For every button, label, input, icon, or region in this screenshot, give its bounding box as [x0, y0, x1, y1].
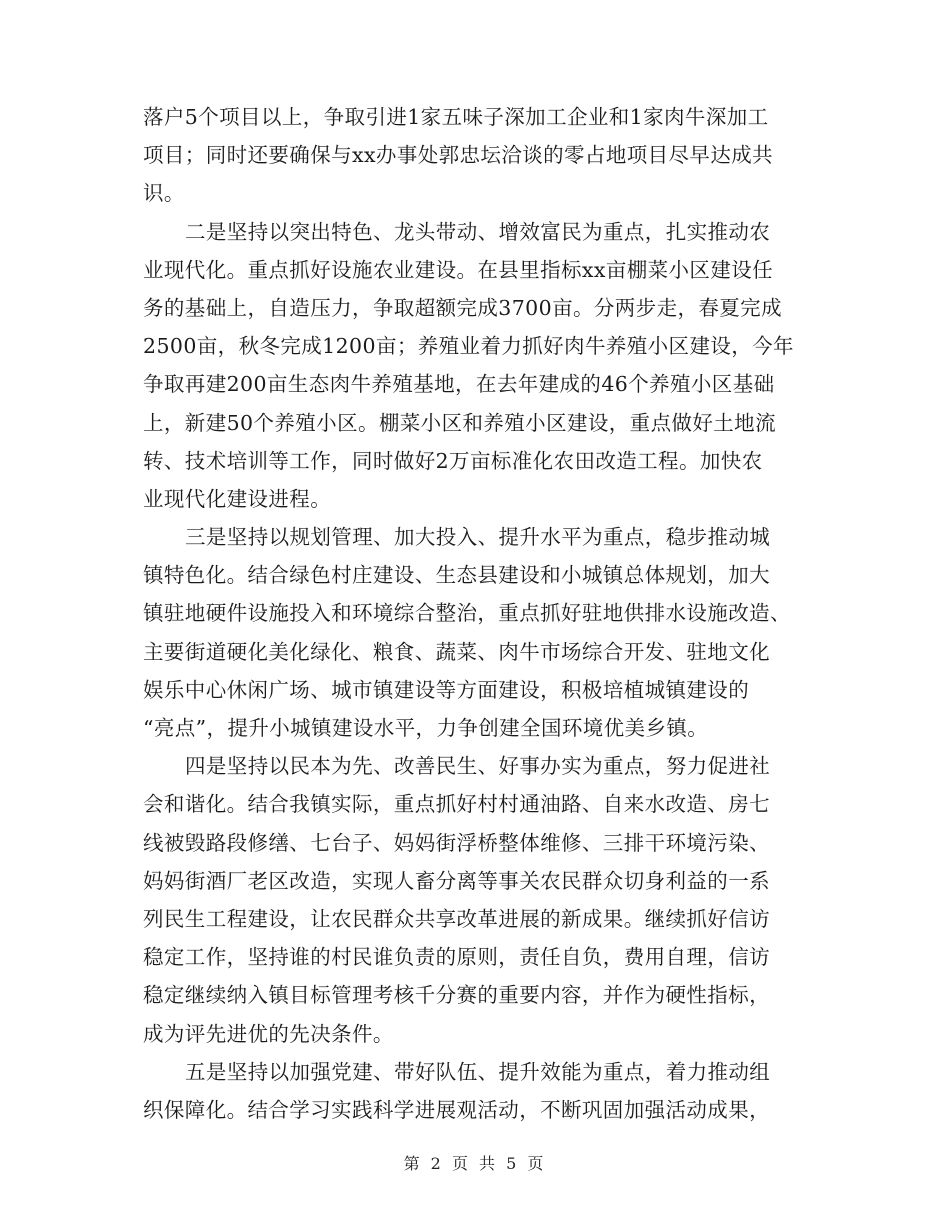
text-line: 三是坚持以规划管理、加大投入、提升水平为重点，稳步推动城: [185, 525, 771, 550]
text-line: 会和谐化。结合我镇实际，重点抓好村村通油路、自来水改造、房七: [143, 792, 770, 817]
text-line: 争取再建200亩生态肉牛养殖基地，在去年建成的46个养殖小区基础: [143, 372, 775, 397]
text-line: 业现代化。重点抓好设施农业建设。在县里指标xx亩棚菜小区建设任: [143, 257, 774, 282]
text-line: 主要街道硬化美化绿化、粮食、蔬菜、肉牛市场综合开发、驻地文化: [143, 639, 770, 664]
text-line: 项目；同时还要确保与xx办事处郭忠坛洽谈的零占地项目尽早达成共: [143, 143, 774, 168]
text-line: 线被毁路段修缮、七台子、妈妈街浮桥整体维修、三排干环境污染、: [143, 830, 770, 855]
text-line: 识。: [143, 181, 185, 206]
text-line: 妈妈街酒厂老区改造，实现人畜分离等事关农民群众切身利益的一系: [143, 868, 770, 893]
text-line: 织保障化。结合学习实践科学进展观活动，不断巩固加强活动成果，: [143, 1097, 770, 1122]
text-line: 镇驻地硬件设施投入和环境综合整治，重点抓好驻地供排水设施改造、: [143, 601, 791, 626]
text-line: 稳定继续纳入镇目标管理考核千分赛的重要内容，并作为硬性指标，: [143, 983, 770, 1008]
text-line: 业现代化建设进程。: [143, 486, 332, 511]
text-line: 转、技术培训等工作，同时做好2万亩标准化农田改造工程。加快农: [143, 448, 763, 473]
page-number-footer: 第 2 页 共 5 页: [403, 1154, 547, 1173]
document-body: [143, 98, 803, 1129]
paragraph-party-building: [143, 1053, 803, 1129]
text-line: 列民生工程建设，让农民群众共享改革进展的新成果。继续抓好信访: [143, 906, 770, 931]
paragraph-continuation: [143, 98, 803, 213]
text-line: 落户5个项目以上，争取引进1家五味子深加工企业和1家肉牛深加工: [143, 105, 769, 129]
text-line: 2500亩，秋冬完成1200亩；养殖业着力抓好肉牛养殖小区建设，今年: [143, 334, 794, 359]
paragraph-social-harmony: [143, 747, 803, 1053]
paragraph-agriculture: [143, 213, 803, 519]
text-line: 务的基础上，自造压力，争取超额完成3700亩。分两步走，春夏完成: [143, 295, 782, 320]
text-line: 娱乐中心休闲广场、城市镇建设等方面建设，积极培植城镇建设的: [143, 677, 750, 702]
paragraph-urbanization: [143, 518, 803, 747]
text-line: 镇特色化。结合绿色村庄建设、生态县建设和小城镇总体规划，加大: [143, 563, 770, 588]
text-line: 上，新建50个养殖小区。棚菜小区和养殖小区建设，重点做好土地流: [143, 410, 776, 435]
text-line: 稳定工作，坚持谁的村民谁负责的原则，责任自负，费用自理，信访: [143, 945, 770, 970]
text-line: 四是坚持以民本为先、改善民生、好事办实为重点，努力促进社: [185, 754, 771, 779]
text-line: 成为评先进优的先决条件。: [143, 1021, 394, 1046]
text-line: 二是坚持以突出特色、龙头带动、增效富民为重点，扎实推动农: [185, 219, 771, 244]
text-line: 五是坚持以加强党建、带好队伍、提升效能为重点，着力推动组: [185, 1059, 771, 1084]
text-line: “亮点”，提升小城镇建设水平，力争创建全国环境优美乡镇。: [143, 716, 709, 740]
